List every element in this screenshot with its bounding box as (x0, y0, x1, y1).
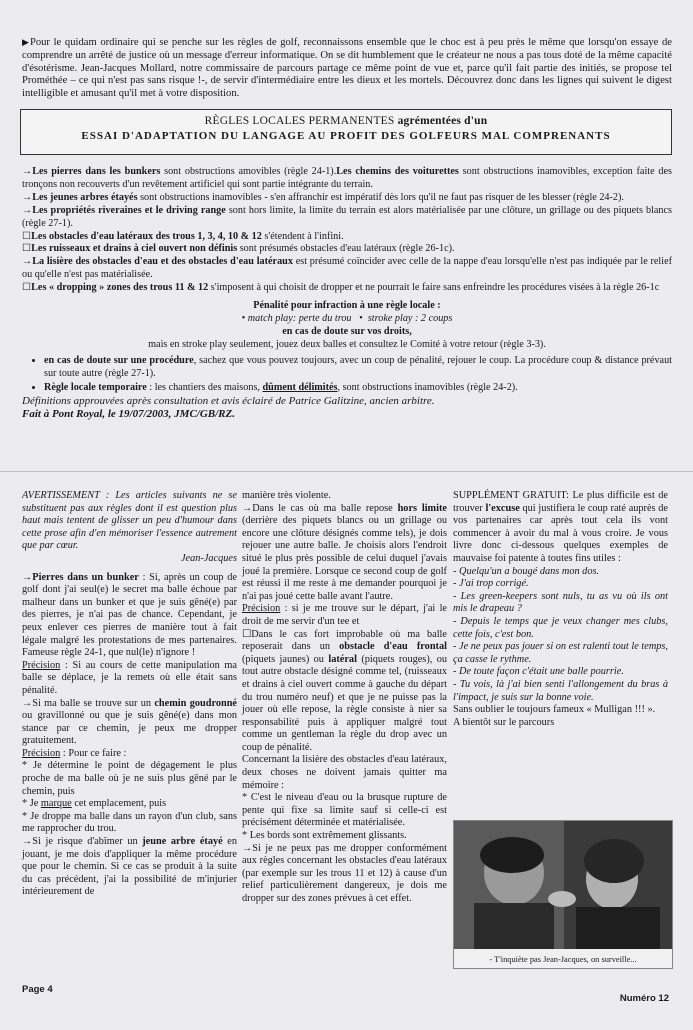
col2-text: (piquets rouges), ou tout autre obstacle désigné comme tel, (ruisseaux et drains à ciel ouvert comme à gauche du départ du trou numéro neuf) et que je ne puisse pas la jouer où elle repose, la règle consiste à nier sa responsabilité puis à appliquer malgré tout comme un gentleman la règle du drop avec un coup de pénalité. (242, 653, 447, 753)
excuse-item: - Les green-keepers sont nuls, tu as vu où ils ont mis le drapeau ? (453, 590, 668, 615)
penalty-stroke-play: stroke play : 2 coups (367, 312, 453, 324)
rule-item (22, 243, 672, 256)
arrow-icon: → (242, 842, 253, 854)
rules-bullet-list (22, 355, 672, 395)
rule-heading: Les jeunes arbres étayés (32, 191, 138, 203)
rule-item (22, 166, 672, 192)
doubt-title (22, 326, 672, 339)
rule-heading: Les « dropping » zones des trous 11 & 12 (31, 282, 209, 294)
col2-paragraph (242, 629, 447, 755)
col2-paragraph: manière très violente. (242, 490, 331, 501)
rule-heading: Les pierres dans les bunkers (32, 166, 161, 177)
col3-heading: l'excuse (485, 502, 520, 514)
col3-paragraph: Sans oublier le toujours fameux « Mulligan !!! ». (453, 704, 656, 716)
arrow-icon: → (22, 836, 33, 848)
col1-heading: Pierres dans un bunker (32, 571, 139, 583)
bullet-heading: Règle locale temporaire (44, 381, 147, 393)
checkbox-icon: ☐ (22, 282, 32, 294)
penalty-match-play: match play: perte du trou (247, 312, 352, 324)
col2-paragraph (242, 603, 447, 628)
excuse-item: - Je ne peux pas jouer si on est ralenti tout le temps, ça casse le rythme. (453, 641, 668, 665)
photo-image (454, 821, 672, 949)
bullet-text: , sont obstructions inamovibles (règle 24-2). (337, 381, 518, 393)
col1-paragraph (22, 698, 237, 748)
rule-item (22, 231, 672, 244)
excuse-item: - Quelqu'un a bougé dans mon dos. (453, 565, 600, 577)
intro-text: Pour le quidam ordinaire qui se penche sur les règles de golf, reconnaissons ensemble que le choc est à peu près le même que lorsqu'on essaye de comprendre un arrêté de justice où un message d'erreur informatique. On se dit humblement que le créateur ne nous a pas tous doté de la même capacité d'ésotérisme. Jean-Jacques Mollard, notre commissaire de parcours partage ce même point de vue et, parce qu'il fait partie des initiés, se propose tel Prométhée – ce qui n'est pas sans risque !-, de servir d'intermédiaire entre les dieux et les mortels. Découvrez donc dans les lignes qui suivent le digest intelligible et amusant qu'il met à votre disposition. (22, 37, 672, 100)
cartoon-photo (453, 820, 673, 969)
col2-text: Si je ne peux pas me dropper conformément aux règles concernant les obstacles d'eau latéraux (par exemple sur les trous 11 et 12) à cause d'un relief particulièrement dangereux, je dois me dropper sur des zones prévues à cet effet. (242, 842, 447, 904)
col1-text: ou gravillonné ou que je suis gêné(e) dans mon stance par ce chemin, je peux me dropper gratuitement. (22, 710, 237, 747)
bullet-text: : les chantiers des maisons, (149, 381, 263, 393)
col2-text: : si je me trouve sur le départ, j'ai le droit de me servir d'un tee et (242, 603, 447, 627)
bullet-item (44, 355, 672, 381)
rule-item (22, 256, 672, 282)
warning-signature: Jean-Jacques (180, 552, 237, 564)
col2-paragraph: Concernant la lisière des obstacles d'eau latéraux, deux choses ne doivent jamais quitter ma mémoire : (242, 754, 447, 791)
col1-paragraph (22, 836, 237, 899)
section-divider (0, 471, 693, 472)
col1-heading: chemin goudronné (154, 697, 237, 709)
excuse-item: - Depuis le temps que je veux changer mes clubs, cette fois, c'est bon. (453, 615, 668, 640)
column-left (22, 490, 237, 899)
arrow-icon: → (22, 697, 33, 709)
col2-heading: obstacle d'eau frontal (339, 641, 447, 653)
box-title (21, 115, 671, 127)
col1-paragraph: * Je détermine le point de dégagement le plus proche de ma balle où je ne suis plus gêné par le chemin, puis (22, 760, 237, 797)
col2-text: Dans le cas où ma balle repose (252, 502, 398, 514)
col1-paragraph (22, 748, 237, 761)
column-middle (242, 490, 447, 906)
marque-label: marque (40, 798, 72, 810)
bullet-item (44, 382, 672, 395)
penalty-title (22, 300, 672, 313)
rule-text: s'étendent à l'infini. (261, 230, 344, 242)
intro-paragraph (22, 36, 672, 101)
excuse-item: - De toute façon c'était une balle pourrie. (453, 666, 624, 678)
photo-caption: - T'inquiète pas Jean-Jacques, on surveille... (489, 955, 637, 964)
col2-paragraph: * C'est le niveau d'eau ou la brusque rupture de pente qui fixe sa limite sauf si celle-ci est précisément déterminée et matérialisée. (242, 792, 447, 829)
rule-text: sont hors limite, la limite du terrain est alors matérialisée par une clôture, un grillage ou des piquets blancs (règle 27-1). (22, 204, 672, 229)
col2-text: Dans le cas fort improbable où ma balle reposerait dans un (242, 628, 447, 653)
col1-text: : Si au cours de cette manipulation ma balle se déplace, je la remets où elle était sans pénalité. (22, 659, 237, 696)
box-title-suffix: agrémentées d'un (397, 115, 488, 127)
col3-paragraph (453, 490, 668, 566)
rule-text: sont obstructions amovibles (règle 24-1). (160, 166, 337, 177)
bullet-text: , sachez que vous pouvez toujours, avec un coup de pénalité, rejouer le coup. La procédure coup & distance prévaut sur toute autre (règle 27-1). (44, 354, 672, 379)
col2-heading: latéral (328, 653, 357, 665)
signature-line: Fait à Pont Royal, le 19/07/2003, JMC/GB/RZ. (22, 408, 235, 421)
col1-paragraph (22, 798, 237, 811)
rule-text: est présumé coïncider avec celle de la nappe d'eau lorsqu'elle n'est pas indiquée par le relief ou qu'elle n'est pas matérialisée. (22, 256, 672, 281)
rules-header-box (20, 109, 672, 155)
col2-paragraph: * Les bords sont extrêmement glissants. (242, 830, 407, 842)
col3-text: qui justifiera le coup raté auprès de vos partenaires car après tout cela ils vont commencer à avoir du mal à vous croire. Je vous livre donc ci-dessous quelques exemples de mauvaise foi patente à toutes fins utiles : (453, 502, 668, 564)
col2-paragraph (242, 843, 447, 906)
penalty-line: • match play: perte du trou • stroke play : 2 coups (241, 312, 453, 324)
rule-text: sont présumés obstacles d'eau latéraux (règle 26-1c). (237, 243, 455, 255)
col1-text: Si je risque d'abîmer un (32, 836, 143, 848)
local-rules-section (22, 166, 672, 421)
arrow-icon: → (22, 166, 33, 177)
arrow-icon: → (22, 571, 33, 583)
doubt-text: mais en stroke play seulement, jouez deux balles et consultez le Comité à votre retour (règle 3-3). (148, 338, 546, 350)
excuse-item: - Tu vois, là j'ai bien senti l'allongement du bras à l'impact, je suis sur la bonne voie. (453, 678, 668, 703)
col1-heading: jeune arbre étayé (142, 836, 223, 848)
box-title-text: RÈGLES LOCALES PERMANENTES (204, 115, 395, 127)
col1-paragraph: * Je droppe ma balle dans un rayon d'un club, sans me rapprocher du trou. (22, 810, 237, 835)
rule-heading: Les obstacles d'eau latéraux des trous 1, 3, 4, 10 & 12 (31, 230, 262, 242)
col1-text: * Je (22, 798, 41, 810)
rule-text: sont obstructions inamovibles - s'en affranchir est impératif dès lors qu'il ne faut pas risquer de les blesser (règle 24-2). (137, 191, 624, 203)
rule-text: s'imposent à qui choisit de dropper et ne pourrait le faire sans enfreindre les procédures visées à la règle 26-1c (208, 282, 660, 294)
box-subtitle: ESSAI D'ADAPTATION DU LANGAGE AU PROFIT DES GOLFEURS MAL COMPRENANTS (81, 130, 611, 142)
col1-paragraph (22, 572, 237, 660)
col1-text: Si ma balle se trouve sur un (32, 697, 155, 709)
page-number: Page 4 (22, 984, 53, 995)
col3-text: SUPPLÉMENT GRATUIT: Le plus difficile est de trouver (453, 490, 668, 514)
precision-label: Précision (22, 747, 61, 759)
checkbox-icon: ☐ (22, 230, 32, 242)
arrow-icon: → (22, 256, 33, 268)
bullet-heading: en cas de doute sur une procédure (44, 354, 194, 366)
col3-paragraph: A bientôt sur le parcours (453, 716, 555, 728)
col1-text: : Pour ce faire : (60, 747, 127, 759)
arrow-icon: → (22, 191, 33, 203)
precision-label: Précision (22, 659, 61, 671)
excuse-item: - J'ai trop corrigé. (453, 578, 529, 590)
warning-text: AVERTISSEMENT : Les articles suivants ne se substituent pas aux règles dont il est question plus haut mais tentent de glisser un peu d'humour dans cette prose afin d'en mémoriser l'essence autrement que par cœur. (22, 490, 237, 552)
checkbox-icon: ☐ (22, 243, 32, 255)
col1-text: cet emplacement, puis (71, 798, 167, 810)
rule-heading: Les propriétés riveraines et le driving range (32, 204, 226, 216)
rule-heading: Les ruisseaux et drains à ciel ouvert non définis (31, 243, 238, 255)
col2-text: (derrière des piquets blancs ou un grillage ou encore une clôture désignés comme tels), je dois rejouer une autre balle. Je choisis alors l'endroit situé le plus près possible de celui duquel j'avais joué la première. Lorsque ce second coup de golf est réussi il me reste à me demander pourquoi je n'ai pas joué cette balle avant l'autre. (242, 515, 447, 602)
col2-text: (piquets jaunes) ou (242, 653, 329, 665)
checkbox-icon: ☐ (242, 628, 252, 640)
bullet-underlined: dûment délimités (262, 381, 338, 393)
rule-item (22, 192, 672, 205)
col2-heading: hors limite (397, 502, 447, 514)
precision-label: Précision (242, 603, 281, 615)
rule-item (22, 205, 672, 231)
col1-paragraph (22, 660, 237, 698)
issue-number: Numéro 12 (619, 993, 669, 1004)
arrow-icon: → (22, 204, 33, 216)
rule-item (22, 282, 672, 295)
col1-text: en jouant, je me dois d'appliquer la même procédure que pour le chemin. Si ce cas se produit à la suite du cas précédent, j'ai la possibilité de m'injurier intérieurement de (22, 836, 237, 898)
arrow-icon: → (242, 502, 253, 514)
definitions-note: Définitions approuvées après consultation et avis éclairé de Patrice Galitzine, ancien arbitre. (22, 395, 435, 408)
col1-text: : Si, après un coup de golf dont j'ai seul(e) le secret ma balle échoue par malheur dans un bunker et que je suis gêné(e) par des pierres, je n'ai pas de chance. Cependant, je peux enlever ces pierres de manière tout à fait légale malgré les protestations de mes partenaires. Fameuse règle 24-1, que nul(le) n'ignore ! (22, 571, 237, 659)
arrow-bullet-icon: ▶ (22, 37, 30, 47)
rule-text: sont obstructions inamovibles, exception faite des tronçons non recouverts d'un revêtement artificiel qui sont partie intégrante du terrain. (22, 166, 672, 190)
column-right (453, 490, 668, 729)
rule-heading: La lisière des obstacles d'eau et des obstacles d'eau latéraux (32, 256, 293, 268)
rule-heading: Les chemins des voiturettes (336, 166, 459, 177)
col2-paragraph (242, 503, 447, 604)
penalty-title-text: Pénalité pour infraction à une règle locale : (253, 300, 441, 312)
doubt-title-text: en cas de doute sur vos droits, (282, 325, 412, 337)
